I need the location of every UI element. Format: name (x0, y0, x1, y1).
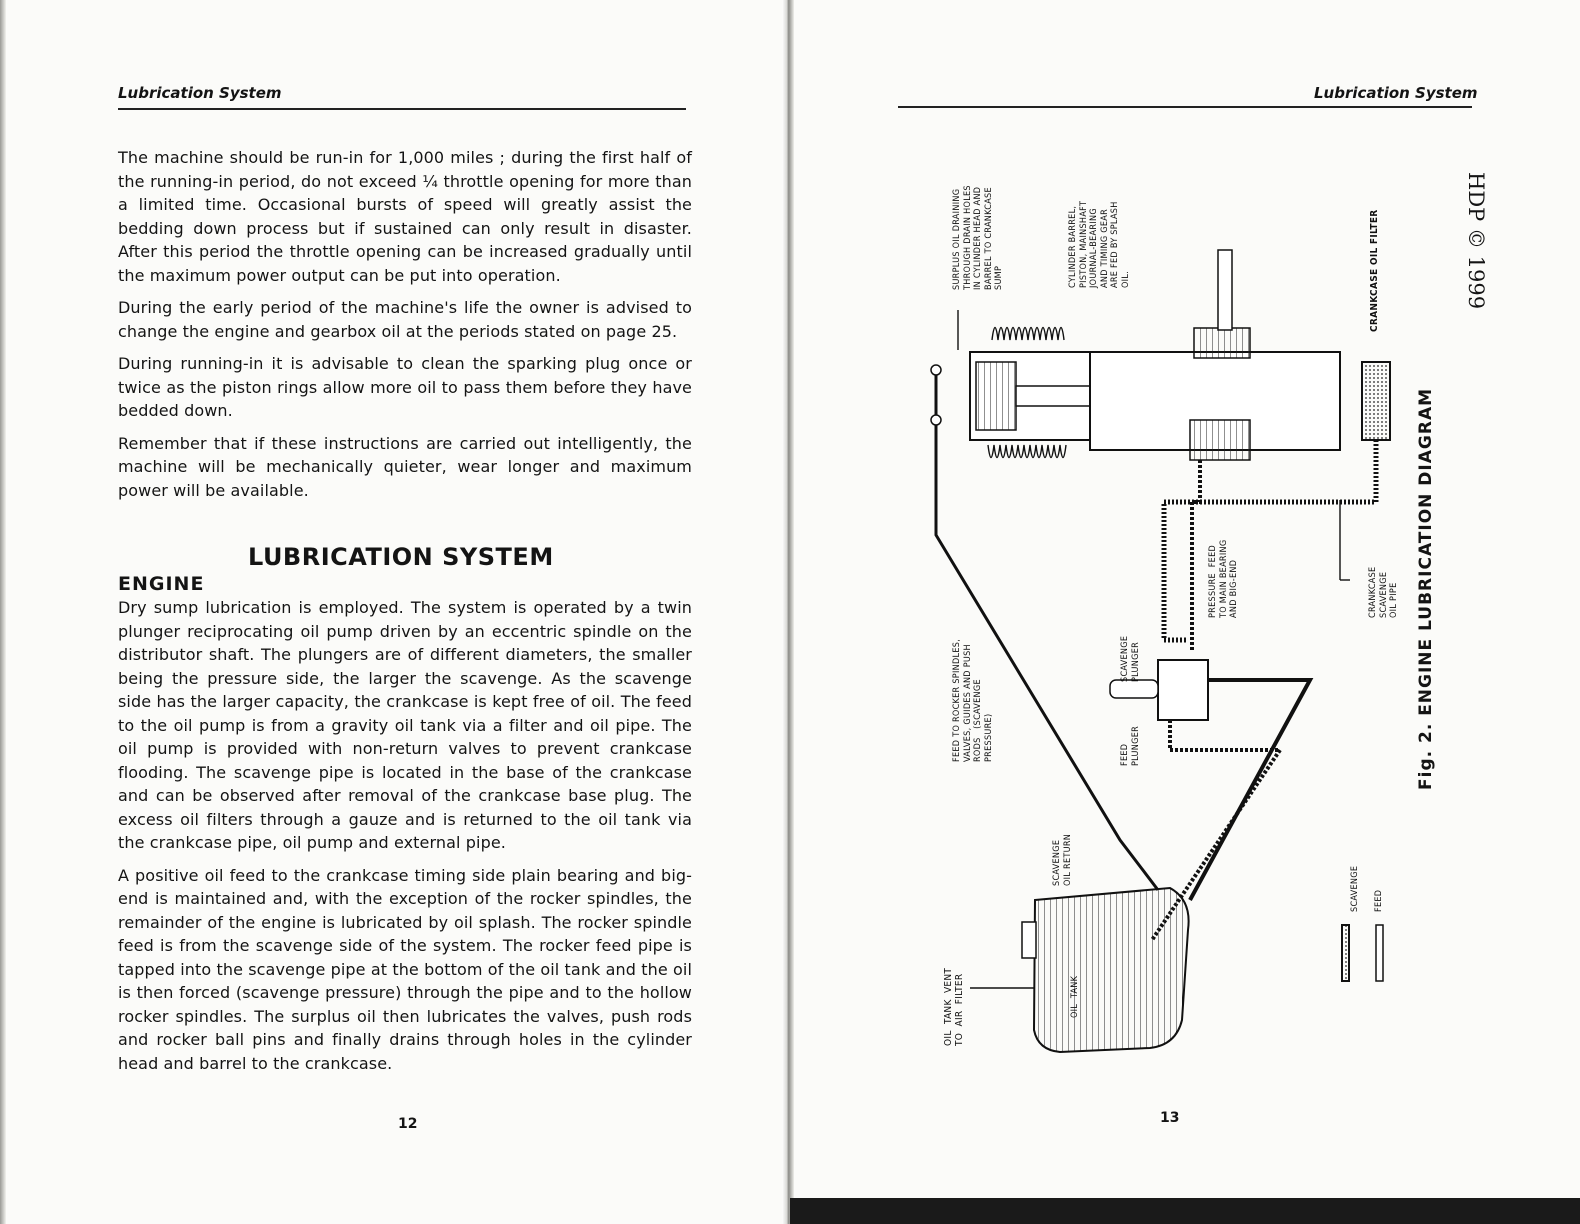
pressure-feed-pipe (1192, 460, 1200, 650)
label-feed-plunger: FEED PLUNGER (1120, 725, 1141, 766)
label-crankcase-oil-filter: CRANKCASE OIL FILTER (1369, 209, 1380, 332)
legend-feed-swatch (1376, 925, 1383, 981)
label-crankcase-scavenge: CRANKCASE SCAVENGE OIL PIPE (1368, 566, 1399, 618)
page-number: 12 (398, 1116, 418, 1132)
running-head: Lubrication System (1314, 84, 1478, 102)
crankcase-oil-filter (1362, 362, 1390, 440)
paragraph: A positive oil feed to the crankcase timing side plain bearing and big-end is maintained and, with the exception of the rocker spindles, the remainder of the engine is lubricated by oil splash. The rocker spindle feed is from the scavenge side of the system. The rocker feed pipe is tapped into the scavenge pipe at the bottom of the oil tank and the oil is then forced (scavenge pressure) through the pipe and to the hollow rocker spindles. The surplus oil then lubricates the valves, push rods and rocker ball pins and finally drains through holes in the cylinder head and barrel to the crankcase. (118, 865, 692, 1073)
label-cylinder-barrel: CYLINDER BARREL, PISTON, MAINSHAFT JOURNAL-BEARING AND TIMING GEAR ARE FED BY SPLASH OIL. (1068, 200, 1131, 288)
piston (976, 362, 1016, 430)
oil-pump (1158, 660, 1208, 720)
running-head: Lubrication System (118, 84, 282, 102)
paragraph: The machine should be run-in for 1,000 miles ; during the first half of the running-in period, do not exceed ¼ throttle opening for more than a limited time. Occasional bursts of speed will greatly assist the bedding down process but if sustained can only result in disaster. After this period the throttle opening can be increased gradually until the maximum power output can be put into operation. (118, 148, 692, 285)
left-page (0, 0, 785, 1224)
legend-scavenge-swatch (1342, 925, 1349, 981)
label-pressure-feed: PRESSURE FEED TO MAIN BEARING AND BIG-END (1208, 539, 1239, 618)
legend-feed-label: FEED (1374, 889, 1384, 912)
engine-text (118, 596, 692, 1084)
label-surplus-oil: SURPLUS OIL DRAINING THROUGH DRAIN HOLES IN CYLINDER HEAD AND BARREL TO CRANKCASE SUMP (952, 185, 1004, 290)
label-oil-tank-vent: OIL TANK VENT TO AIR FILTER (943, 967, 965, 1046)
copyright-stamp: HDP © 1999 (1464, 172, 1488, 310)
page-number: 13 (1160, 1110, 1180, 1126)
paragraph: During the early period of the machine's life the owner is advised to change the engine and gearbox oil at the periods stated on page 25. (118, 298, 692, 341)
header-rule (118, 108, 686, 110)
cylinder-fins-bottom (988, 445, 1066, 458)
header-rule (898, 106, 1472, 108)
cylinder-fins-top (992, 328, 1064, 341)
intro-text (118, 146, 692, 511)
label-oil-tank: OIL TANK (1070, 975, 1080, 1018)
subsection-title: ENGINE (118, 573, 205, 595)
label-scavenge-return: SCAVENGE OIL RETURN (1052, 833, 1073, 886)
flywheel (1194, 328, 1250, 358)
scavenge-pipe (1164, 440, 1376, 640)
paragraph: During running-in it is advisable to clean the sparking plug once or twice as the piston rings allow more oil to pass them before they have bedded down. (118, 354, 692, 420)
label-rocker-feed: FEED TO ROCKER SPINDLES, VALVES, GUIDES AND PUSH RODS (SCAVENGE PRESSURE) (952, 638, 994, 762)
paragraph: Remember that if these instructions are carried out intelligently, the machine will be mechanically quieter, wear longer and maximum power will be available. (118, 433, 692, 500)
label-scavenge-plunger: SCAVENGE PLUNGER (1120, 635, 1141, 682)
figure-caption: Fig. 2. ENGINE LUBRICATION DIAGRAM (1416, 387, 1436, 790)
timing-gear (1190, 420, 1250, 460)
legend-scavenge-label: SCAVENGE (1350, 865, 1360, 912)
oil-tank (1034, 888, 1189, 1052)
section-title: LUBRICATION SYSTEM (248, 543, 554, 571)
mainshaft (1218, 250, 1232, 330)
paragraph: Dry sump lubrication is employed. The system is operated by a twin plunger reciprocating oil pump driven by an eccentric spindle on the distributor shaft. The plungers are of different diameters, the smaller being the pressure side, the larger the scavenge. As the scavenge side has the larger capacity, the crankcase is kept free of oil. The feed to the oil pump is from a gravity oil tank via a filter and oil pipe. The oil pump is provided with non-return valves to prevent crankcase flooding. The scavenge pipe is located in the base of the crankcase and can be observed after removal of the crankcase base plug. The excess oil filters through a gauze and is returned to the oil tank via the crankcase pipe, oil pump and external pipe. (118, 598, 692, 852)
